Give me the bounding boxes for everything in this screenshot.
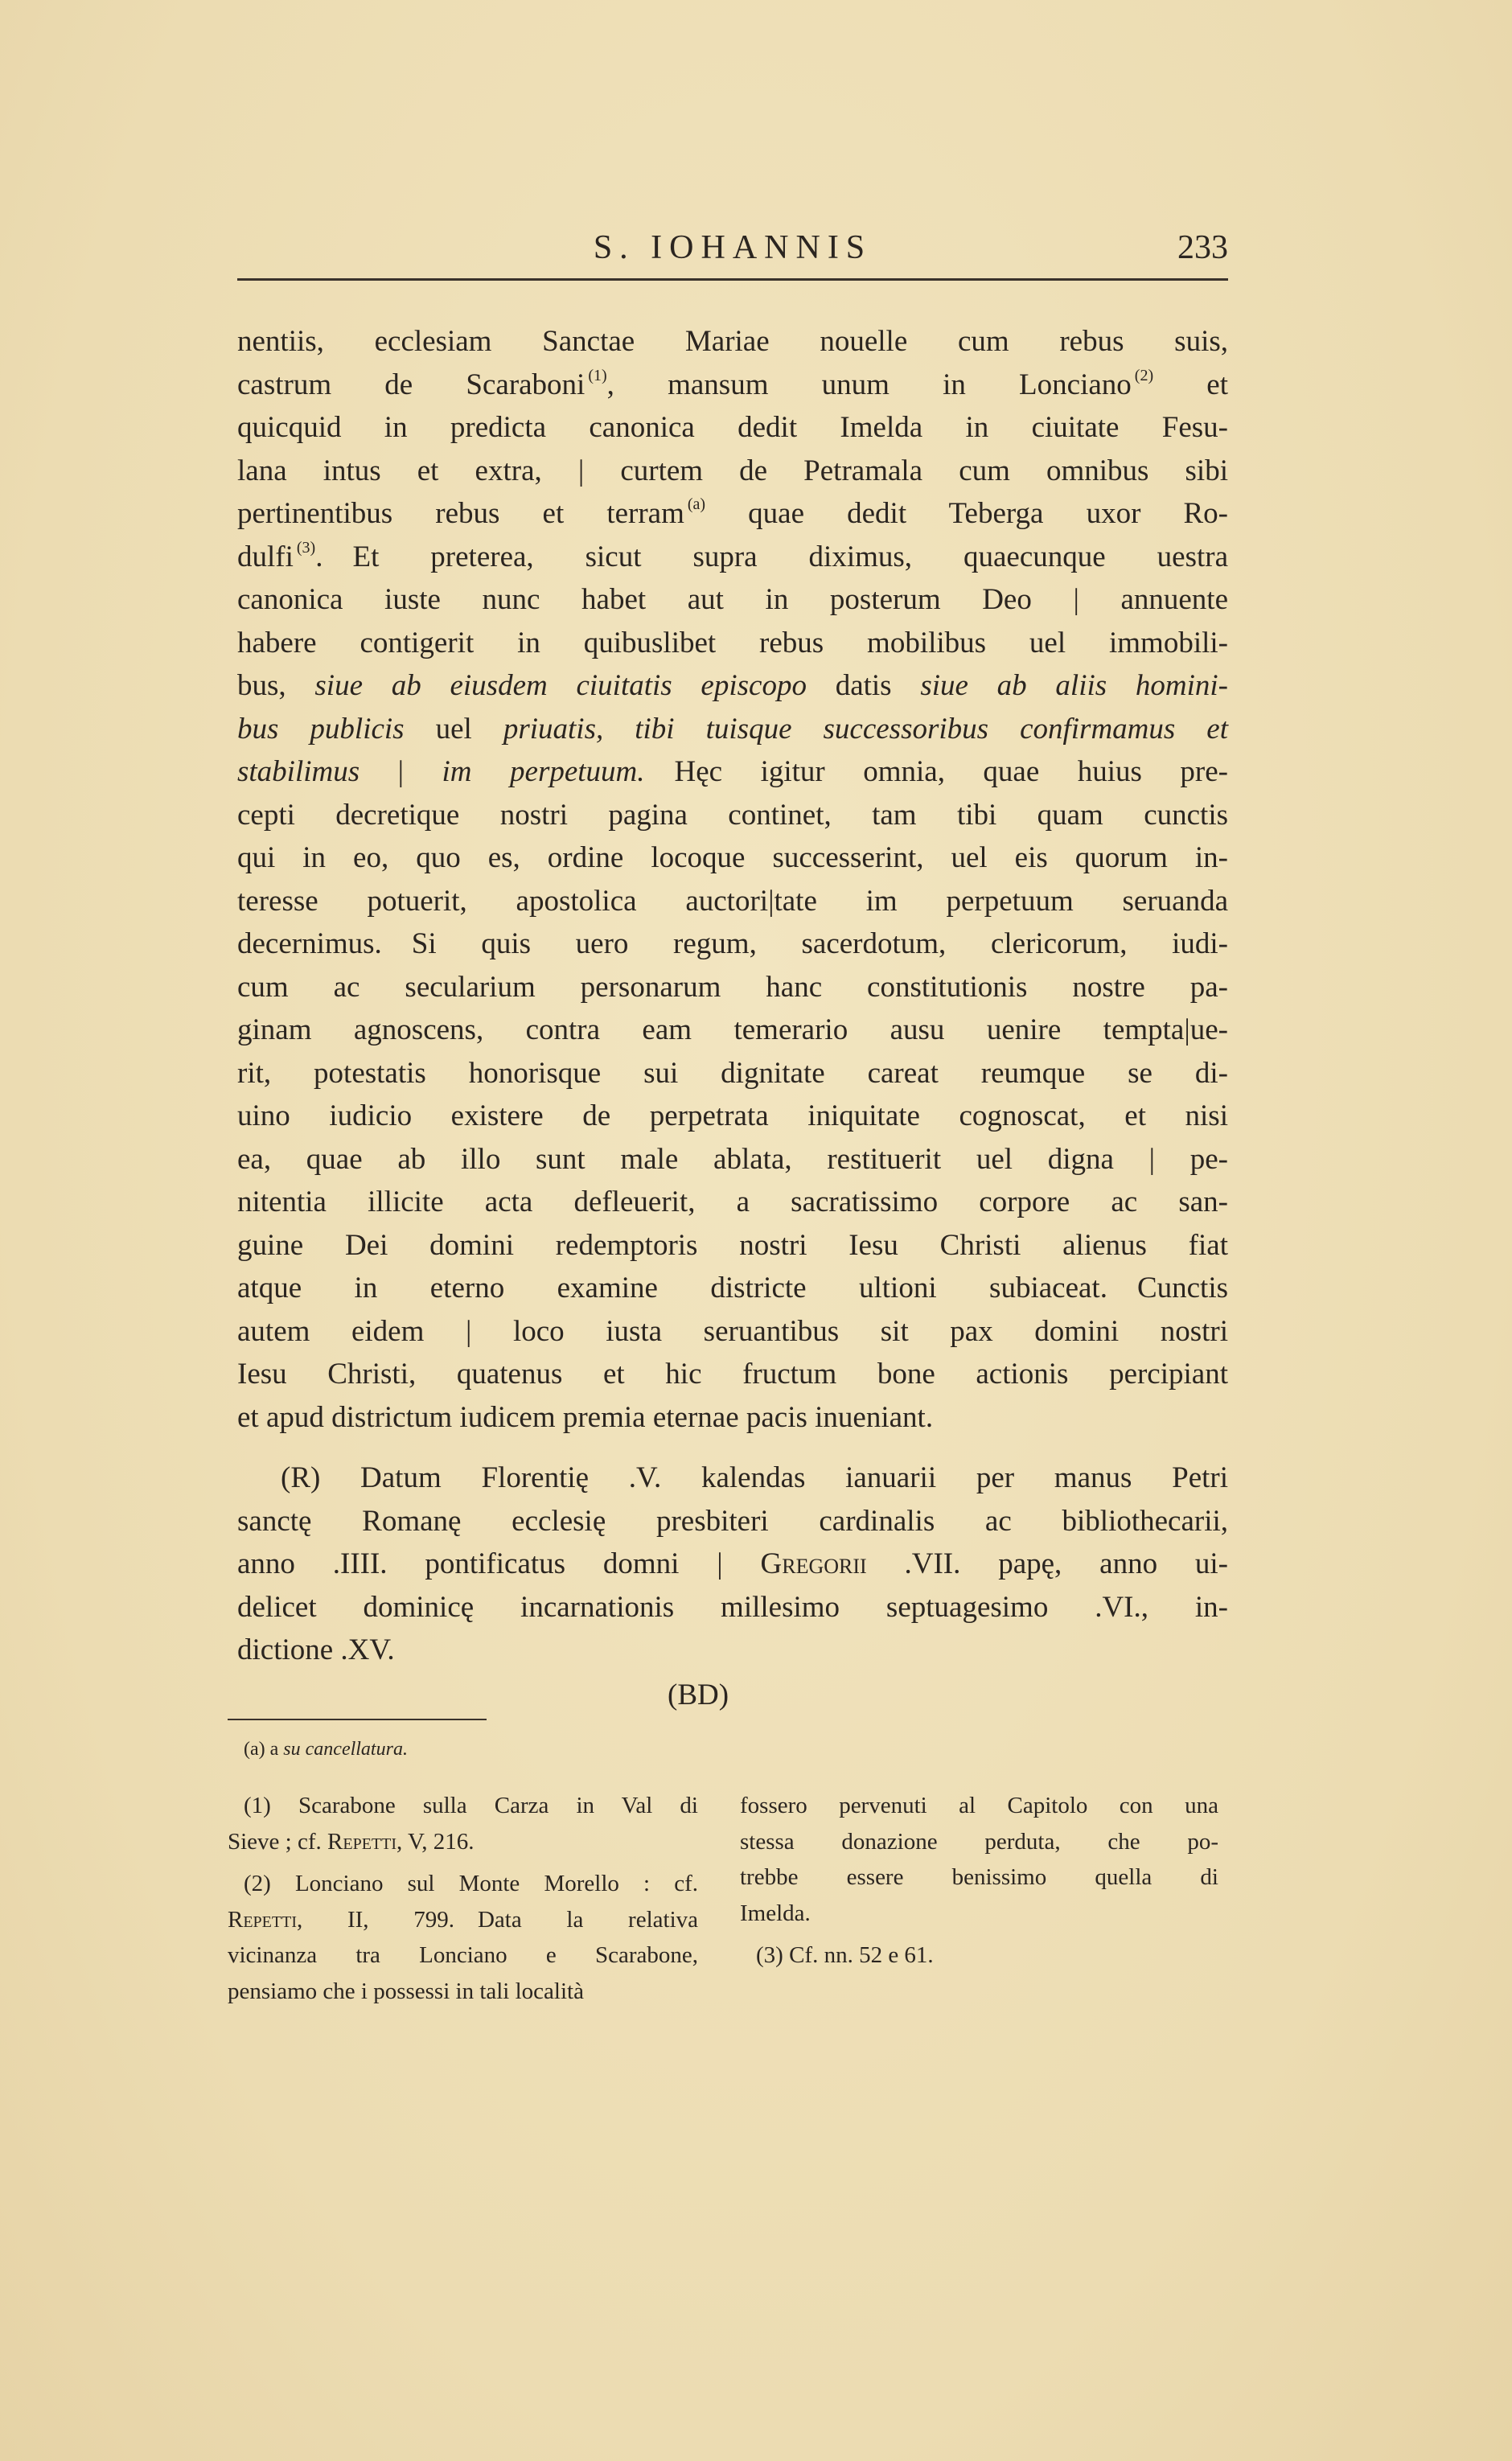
text-run: ginam agnoscens, contra eam temerario ausu uenire tempta|ue-	[237, 1013, 1228, 1046]
text-line	[237, 364, 1228, 407]
text-run: Sieve ; cf.	[228, 1828, 328, 1855]
footnote-line	[228, 1824, 698, 1860]
text-line	[237, 578, 1228, 622]
text-run: qui in eo, quo es, ordine locoque successerint, uel eis quorum in-	[237, 841, 1228, 874]
text-line	[237, 1353, 1228, 1396]
text-line	[237, 1586, 1228, 1629]
text-run: ea, quae ab illo sunt male ablata, restituerit uel digna | pe-	[237, 1142, 1228, 1176]
text-run: uel	[404, 712, 503, 746]
text-run: lana intus et extra, | curtem de Petramala cum omnibus sibi	[237, 454, 1228, 487]
text-line	[237, 1500, 1228, 1543]
text-run: et	[1153, 368, 1229, 401]
text-line	[237, 622, 1228, 665]
text-run: su cancellatura.	[283, 1739, 408, 1760]
text-run: atque in eterno examine districte ultioni subiaceat. Cunctis	[237, 1272, 1228, 1304]
text-run: cum ac secularium personarum hanc constitutionis nostre pa-	[237, 970, 1228, 1004]
footnote-line	[228, 1902, 698, 1938]
text-line	[237, 1629, 1228, 1672]
text-run: stessa donazione perduta, che po-	[740, 1828, 1218, 1855]
text-run: , II, 799. Data la relativa	[297, 1906, 698, 1933]
footnote-line	[740, 1859, 1218, 1896]
footnote-line	[740, 1824, 1218, 1860]
text-run: guine Dei domini redemptoris nostri Iesu Christi alienus fiat	[237, 1228, 1228, 1262]
text-run: autem eidem | loco iusta seruantibus sit pax domini nostri	[237, 1314, 1228, 1348]
text-run: pertinentibus rebus et terram	[237, 497, 684, 530]
text-run: Gregorii	[760, 1547, 867, 1580]
text-run: (3) Cf. nn. 52 e 61.	[756, 1942, 934, 1968]
text-run: Repetti	[228, 1906, 297, 1933]
text-line	[237, 1095, 1228, 1138]
text-run: canonica iuste nunc habet aut in posterum Deo | annuente	[237, 583, 1228, 616]
text-run: delicet dominicę incarnationis millesimo septuagesimo .VI., in-	[237, 1590, 1228, 1624]
text-line	[237, 492, 1228, 536]
text-run: siue ab eiusdem ciuitatis episcopo	[314, 669, 807, 702]
text-line	[237, 1181, 1228, 1224]
text-line	[237, 1224, 1228, 1267]
text-run: cepti decretique nostri pagina continet, tam tibi quam cunctis	[237, 798, 1228, 832]
text-line	[237, 450, 1228, 493]
text-line	[237, 836, 1228, 880]
text-run: pensiamo che i possessi in tali località	[228, 1978, 584, 2004]
text-run: stabilimus	[237, 755, 360, 788]
text-line	[237, 880, 1228, 923]
text-line	[237, 708, 1228, 751]
text-run: quicquid in predicta canonica dedit Imelda in ciuitate Fesu-	[237, 411, 1228, 444]
text-run: Imelda.	[740, 1900, 811, 1926]
text-run: (R) Datum Florentię .V. kalendas ianuarii per manus Petri	[281, 1461, 1228, 1494]
text-run: Hęc igitur omnia, quae huius pre-	[644, 755, 1228, 788]
footnotes-left-column	[228, 1788, 698, 2009]
text-run: Iesu Christi, quatenus et hic fructum bone actionis percipiant	[237, 1358, 1228, 1391]
text-run: nentiis, ecclesiam Sanctae Mariae nouelle cum rebus suis,	[237, 325, 1228, 358]
text-line	[237, 1396, 1228, 1440]
footnote-line	[228, 1937, 698, 1974]
text-run: rit, potestatis honorisque sui dignitate careat reumque se di-	[237, 1056, 1228, 1090]
footnote-line	[228, 1866, 698, 1902]
footnote-reference: (a)	[687, 495, 706, 513]
text-run: datis	[806, 669, 921, 702]
paragraph-charter-text	[237, 320, 1228, 1439]
paragraph-dating-clause	[237, 1456, 1228, 1672]
text-run: Repetti	[327, 1828, 397, 1855]
text-line	[237, 1267, 1228, 1310]
text-line	[237, 1456, 1228, 1500]
text-run: anno .IIII. pontificatus domni |	[237, 1547, 761, 1580]
footnote-line	[740, 1788, 1218, 1824]
footnote-line	[740, 1896, 1218, 1932]
footnote-a	[244, 1739, 408, 1760]
text-line	[237, 750, 1228, 794]
text-run: siue ab aliis homini-	[920, 669, 1228, 702]
text-run: bus publicis	[237, 712, 405, 746]
text-run: habere contigerit in quibuslibet rebus mobilibus uel immobili-	[237, 626, 1228, 659]
text-line	[237, 922, 1228, 966]
text-line	[237, 1138, 1228, 1181]
footnote-reference: (2)	[1134, 366, 1154, 384]
footnote-rule	[228, 1719, 487, 1720]
text-run: . Et preterea, sicut supra diximus, quaecunque uestra	[315, 540, 1228, 573]
text-run: et apud districtum iudicem premia eternae pacis inueniant.	[237, 1400, 934, 1434]
text-line	[237, 1543, 1228, 1586]
text-line	[237, 1052, 1228, 1095]
text-run: bus,	[237, 669, 315, 702]
body-text	[237, 320, 1228, 1672]
text-run: decernimus. Si quis uero regum, sacerdotum, clericorum, iudi-	[237, 927, 1228, 960]
text-run: , mansum unum in Lonciano	[606, 368, 1132, 401]
running-title: S. IOHANNIS	[593, 229, 873, 266]
footnote-line	[228, 1974, 698, 2010]
text-line	[237, 664, 1228, 708]
text-run: priuatis, tibi tuisque successoribus confirmamus et	[503, 712, 1229, 746]
text-run: fossero pervenuti al Capitolo con una	[740, 1793, 1218, 1818]
text-run: (1) Scarabone sulla Carza in Val di	[244, 1793, 698, 1818]
text-line	[237, 1009, 1228, 1052]
spacer	[740, 1931, 1218, 1937]
text-run: dictione .XV.	[237, 1633, 395, 1666]
text-line	[237, 966, 1228, 1009]
text-run: im perpetuum.	[442, 755, 645, 788]
text-run: vicinanza tra Lonciano e Scarabone,	[228, 1942, 698, 1968]
text-run: , V, 216.	[396, 1828, 475, 1855]
text-line	[237, 794, 1228, 837]
footnote-reference: (3)	[296, 538, 316, 557]
text-run: sanctę Romanę ecclesię presbiteri cardinalis ac bibliothecarii,	[237, 1504, 1228, 1538]
text-run: uino iudicio existere de perpetrata iniquitate cognoscat, et nisi	[237, 1099, 1228, 1132]
text-line	[237, 320, 1228, 364]
footnote-line	[228, 1788, 698, 1824]
text-run: |	[360, 755, 442, 788]
text-run: dulfi	[237, 540, 294, 573]
text-line	[237, 1310, 1228, 1354]
footnotes-right-column	[740, 1788, 1218, 1974]
header-rule	[237, 278, 1228, 281]
text-run: castrum de Scaraboni	[237, 368, 585, 401]
running-head	[237, 228, 1228, 277]
text-run: teresse potuerit, apostolica auctori|tate im perpetuum seruanda	[237, 884, 1228, 918]
signum-bd: (BD)	[668, 1678, 729, 1711]
text-run: (2) Lonciano sul Monte Morello : cf.	[244, 1871, 698, 1896]
text-line	[237, 536, 1228, 579]
footnote-line	[740, 1937, 1218, 1974]
text-run: (a) a	[244, 1739, 284, 1760]
text-run: quae dedit Teberga uxor Ro-	[705, 497, 1228, 530]
text-run: nitentia illicite acta defleuerit, a sacratissimo corpore ac san-	[237, 1185, 1228, 1218]
footnote-reference: (1)	[588, 366, 607, 384]
spacer	[228, 1859, 698, 1866]
text-line	[237, 406, 1228, 450]
page-number: 233	[1177, 229, 1228, 266]
text-run: .VII. papę, anno ui-	[866, 1547, 1229, 1580]
text-run: trebbe essere benissimo quella di	[740, 1864, 1218, 1890]
